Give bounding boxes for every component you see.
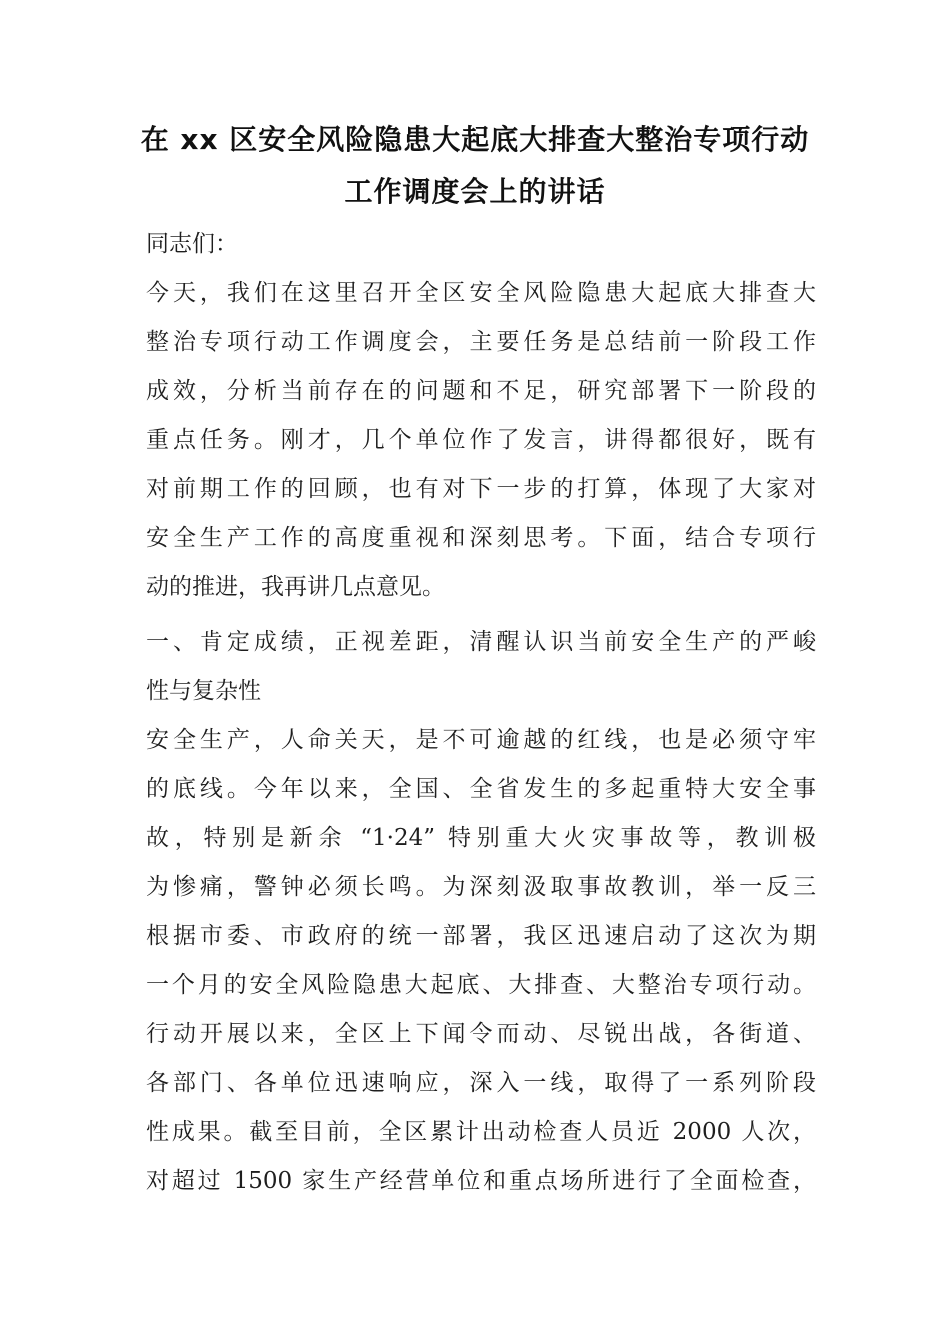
body-line: 安全生产工作的高度重视和深刻思考。下面，结合专项行 (146, 525, 816, 551)
body-line: 动的推进，我再讲几点意见。 (146, 574, 445, 600)
body-line: 成效，分析当前存在的问题和不足，研究部署下一阶段的 (146, 378, 816, 404)
body-line: 整治专项行动工作调度会，主要任务是总结前一阶段工作 (146, 329, 816, 355)
body-line: 性成果。截至目前，全区累计出动检查人员近 2000 人次， (146, 1119, 816, 1145)
body-line: 故，特别是新余 “1·24” 特别重大火灾事故等，教训极 (146, 825, 816, 851)
body-line: 各部门、各单位迅速响应，深入一线，取得了一系列阶段 (146, 1070, 816, 1096)
body-line: 一个月的安全风险隐患大起底、大排查、大整治专项行动。 (146, 972, 816, 998)
body-line: 为惨痛，警钟必须长鸣。为深刻汲取事故教训，举一反三 (146, 874, 816, 900)
body-line: 的底线。今年以来，全国、全省发生的多起重特大安全事 (146, 776, 816, 802)
body-line: 安全生产，人命关天，是不可逾越的红线，也是必须守牢 (146, 727, 816, 753)
section-heading-line: 一、肯定成绩，正视差距，清醒认识当前安全生产的严峻 (146, 629, 816, 655)
salutation: 同志们： (146, 231, 238, 257)
body-line: 行动开展以来，全区上下闻令而动、尽锐出战，各街道、 (146, 1021, 816, 1047)
body-line: 今天，我们在这里召开全区安全风险隐患大起底大排查大 (146, 280, 816, 306)
body-line: 重点任务。刚才，几个单位作了发言，讲得都很好，既有 (146, 427, 816, 453)
body-line: 对超过 1500 家生产经营单位和重点场所进行了全面检查， (146, 1168, 816, 1194)
document-title-line-2: 工作调度会上的讲话 (344, 175, 606, 208)
body-line: 对前期工作的回顾，也有对下一步的打算，体现了大家对 (146, 476, 816, 502)
body-line: 根据市委、市政府的统一部署，我区迅速启动了这次为期 (146, 923, 816, 949)
document-title-line-1: 在 xx 区安全风险隐患大起底大排查大整治专项行动 (140, 123, 810, 156)
section-heading-line: 性与复杂性 (146, 678, 261, 704)
